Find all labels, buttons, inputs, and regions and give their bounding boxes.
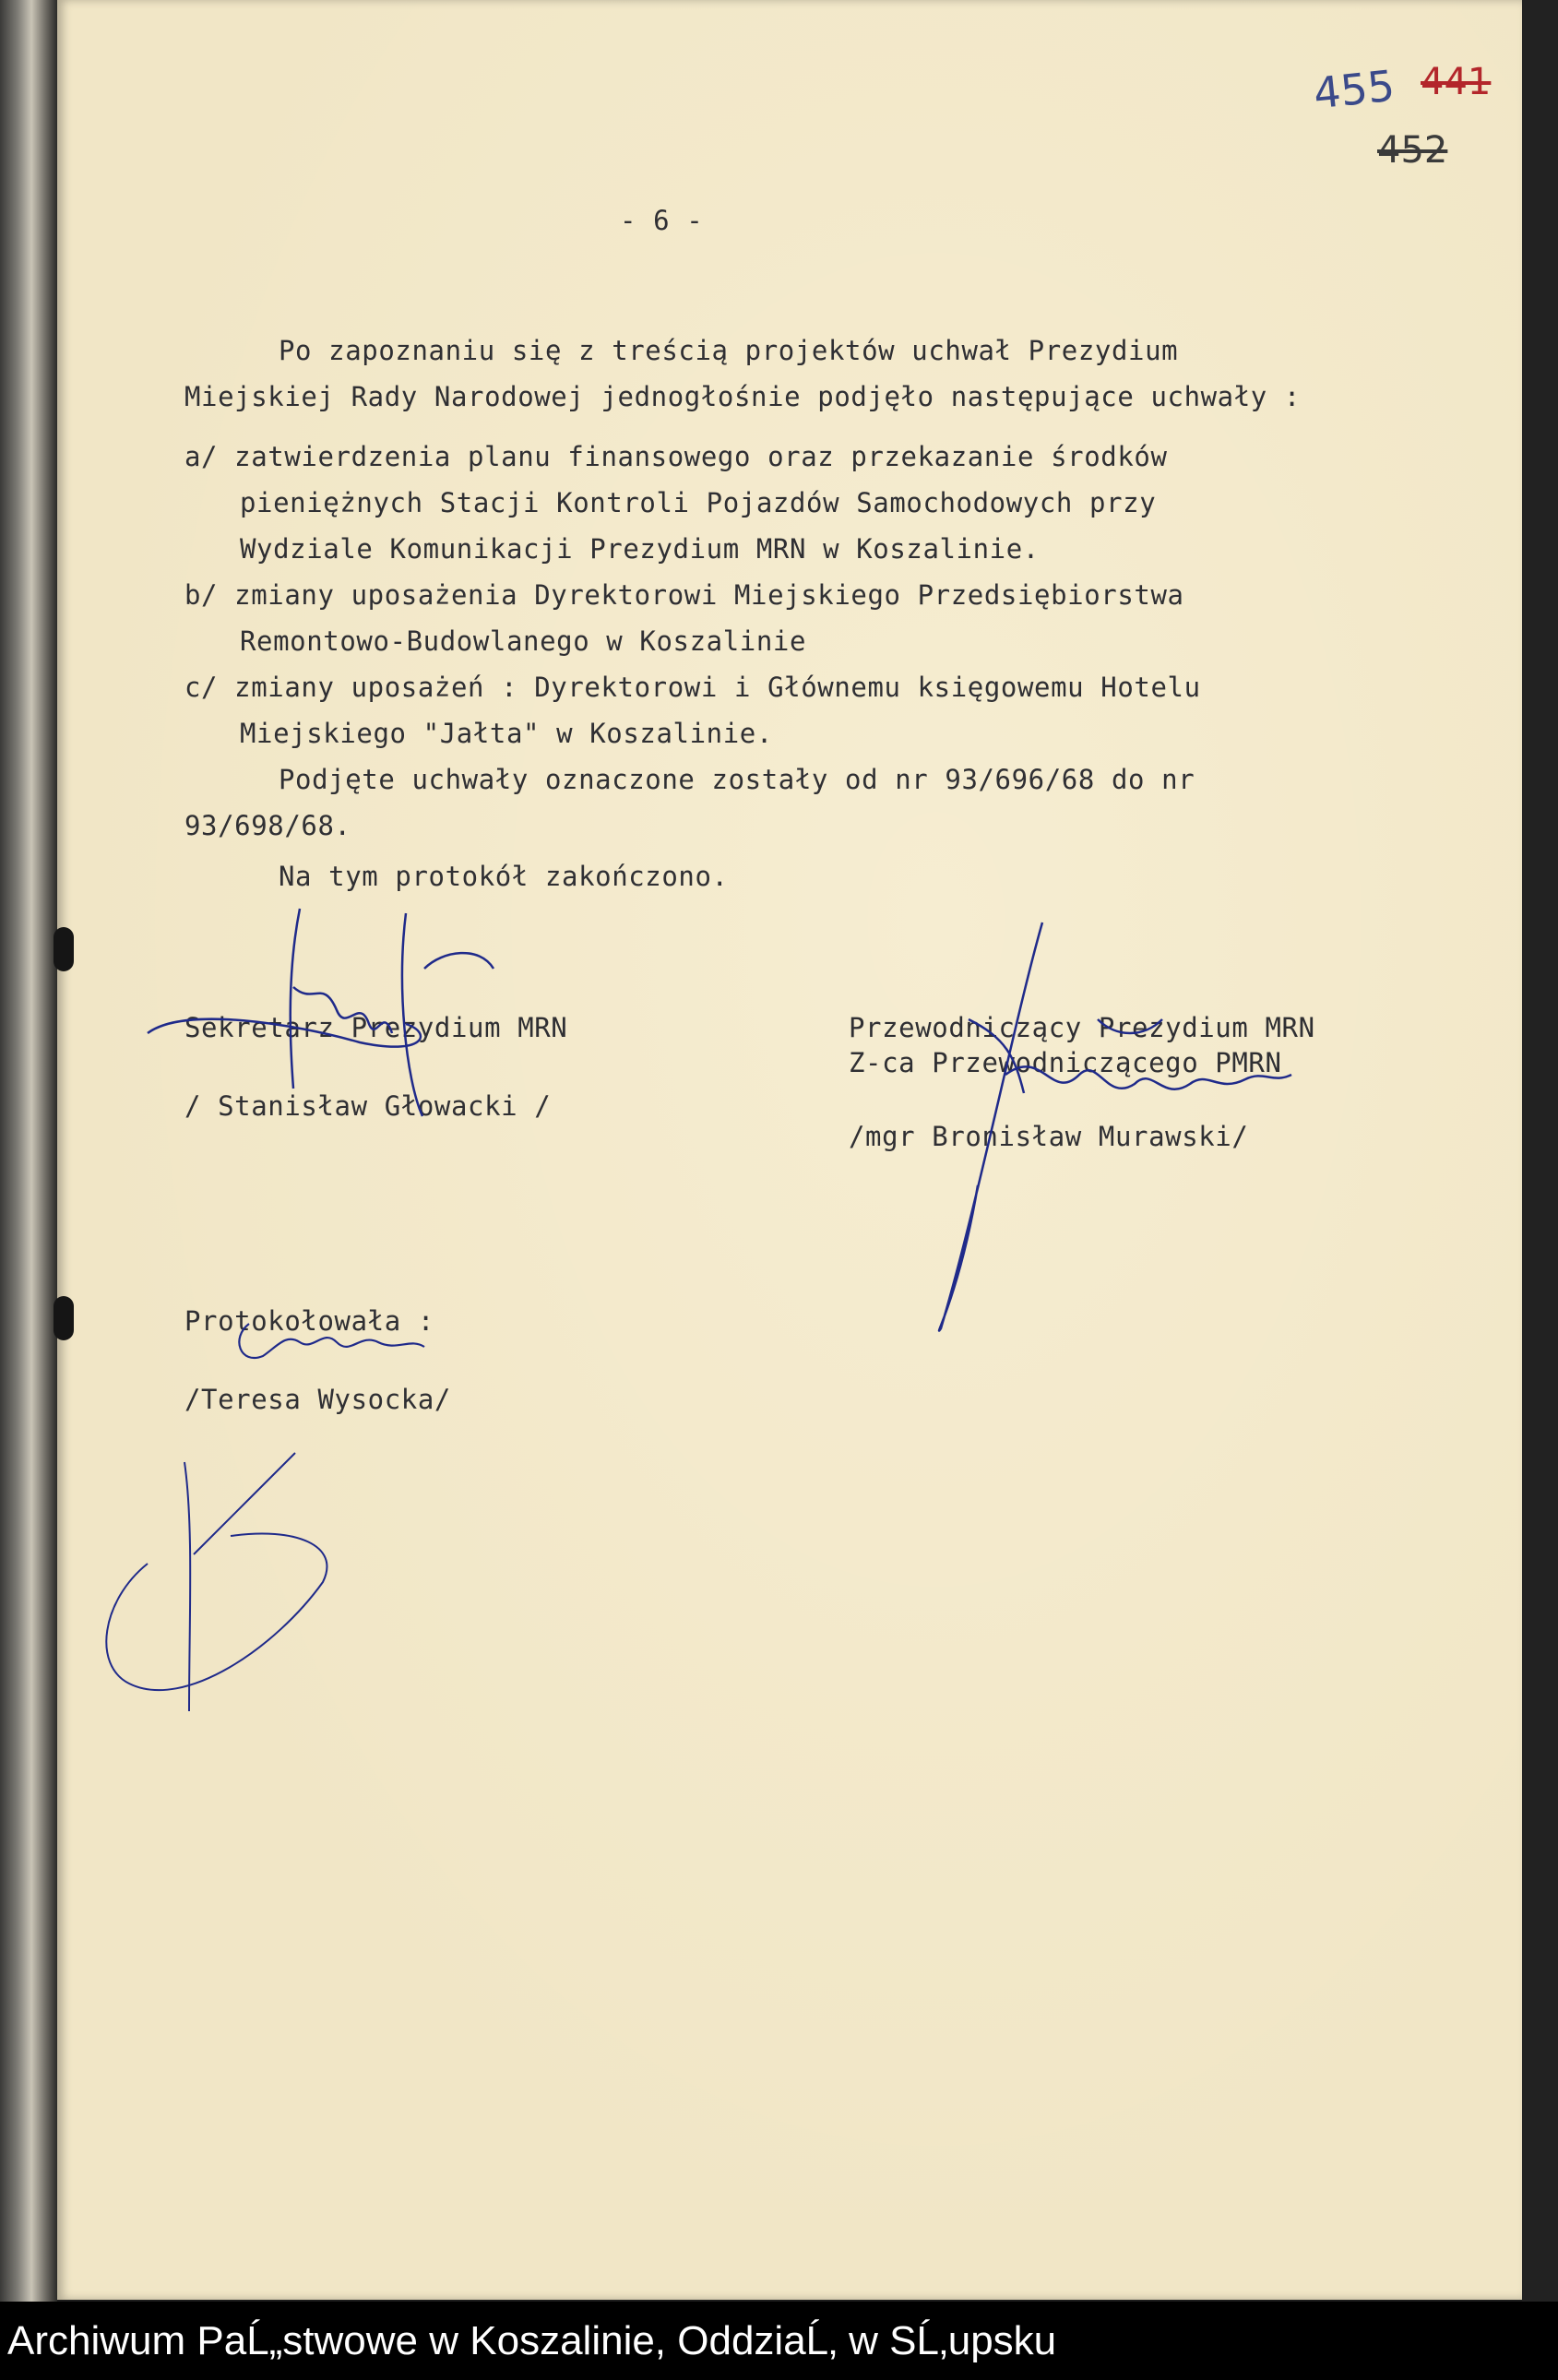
closing-line: Na tym protokół zakończono. [279, 861, 729, 892]
paragraph-line: Podjęte uchwały oznaczone zostały od nr 93/696/68 do nr [279, 764, 1195, 795]
paragraph-line: Miejskiej Rady Narodowej jednogłośnie podjęło następujące uchwały : [184, 381, 1301, 412]
left-signatory-title: Sekretarz Prezydium MRN [184, 1012, 568, 1043]
paragraph-line: Po zapoznaniu się z treścią projektów uchwał Prezydium [279, 335, 1179, 366]
archive-number-crossed: 441 [1421, 61, 1492, 103]
right-signature [904, 909, 1328, 1351]
scan-border [1522, 0, 1558, 2302]
right-signatory-title: Z-ca Przewodniczącego PMRN [849, 1047, 1282, 1078]
archive-footer [0, 2302, 1558, 2380]
archive-number-handwritten: 455 [1311, 60, 1397, 119]
recorder-name: /Teresa Wysocka/ [184, 1384, 451, 1415]
initials-signature [92, 1434, 369, 1711]
paragraph-line: 93/698/68. [184, 810, 351, 841]
archive-label: Archiwum PaĹ„stwowe w Koszalinie, OddziaĹ‚ w SĹ‚upsku [7, 2318, 1057, 2363]
list-item: c/ zmiany uposażeń : Dyrektorowi i Głównemu księgowemu Hotelu [184, 672, 1201, 703]
right-signatory-title: Przewodniczący Prezydium MRN [849, 1012, 1315, 1043]
recorder-label: Protokołowała : [184, 1305, 434, 1337]
page-number: - 6 - [620, 205, 704, 236]
list-item: a/ zatwierdzenia planu finansowego oraz przekazanie środków [184, 441, 1168, 472]
left-signatory-name: / Stanisław Głowacki / [184, 1090, 552, 1122]
binder-spine [0, 0, 57, 2302]
list-item-continuation: Wydziale Komunikacji Prezydium MRN w Koszalinie. [240, 533, 1040, 565]
left-signature [129, 895, 517, 1172]
list-item-continuation: Remontowo-Budowlanego w Koszalinie [240, 625, 807, 657]
list-item-continuation: Miejskiego "Jałta" w Koszalinie. [240, 718, 773, 749]
list-item: b/ zmiany uposażenia Dyrektorowi Miejskiego Przedsiębiorstwa [184, 579, 1184, 611]
list-item-continuation: pieniężnych Stacji Kontroli Pojazdów Samochodowych przy [240, 487, 1157, 518]
recorder-signature [221, 1301, 443, 1384]
punch-hole [54, 1296, 74, 1340]
right-signatory-name: /mgr Bronisław Murawski/ [849, 1121, 1249, 1152]
archive-number-crossed: 452 [1377, 129, 1448, 172]
punch-hole [54, 927, 74, 971]
